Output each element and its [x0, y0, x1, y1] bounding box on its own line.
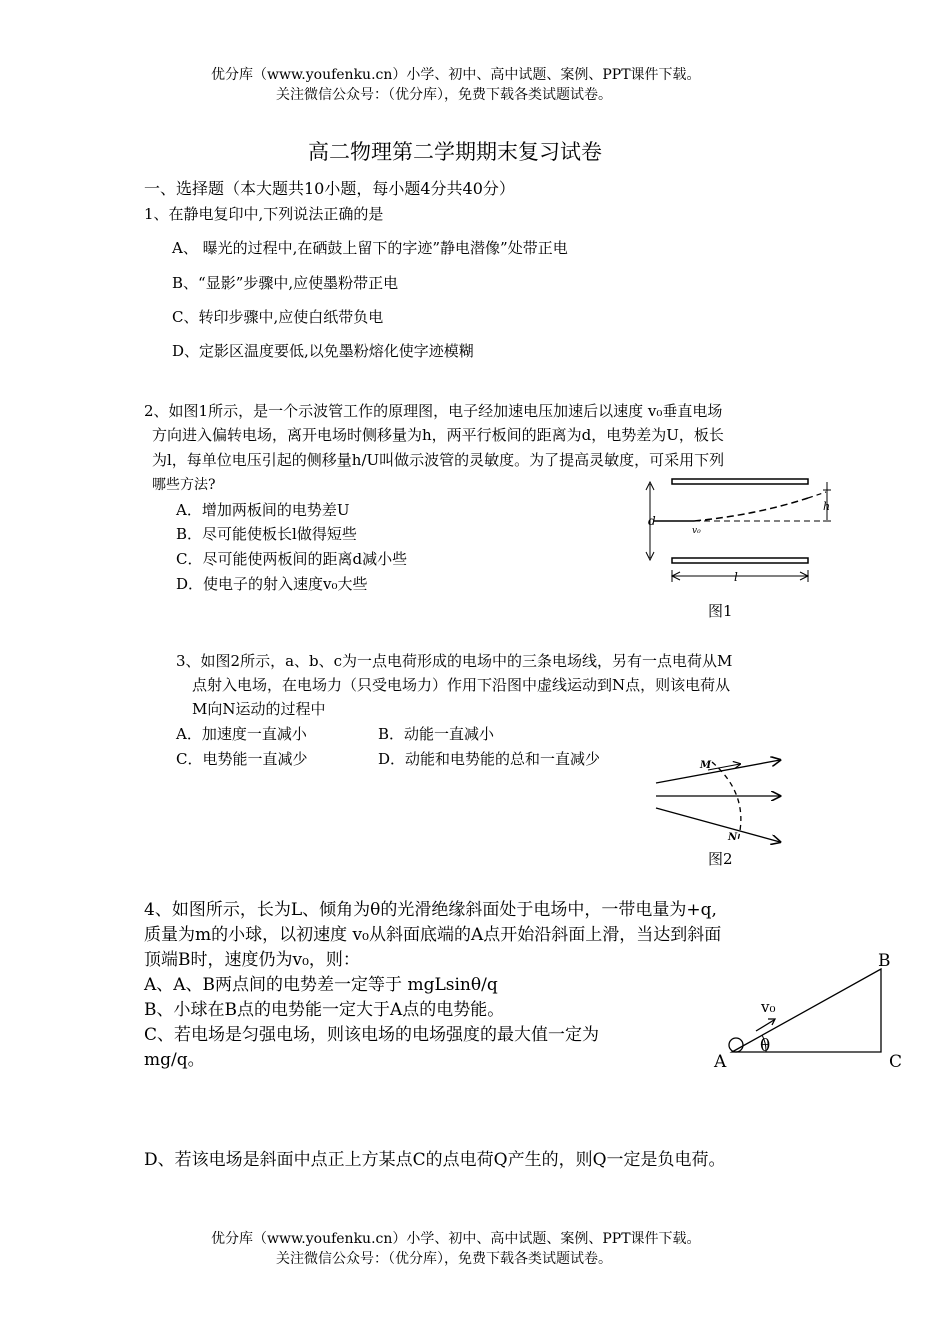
q1-option-a: A、 曝光的过程中,在硒鼓上留下的字迹”静电潜像”处带正电	[172, 239, 568, 257]
label-l: l	[734, 570, 738, 584]
q3-line-3: M向N运动的过程中	[192, 700, 326, 718]
label-B: B	[878, 951, 891, 971]
q4-option-d: D、若该电场是斜面中点正上方某点C的点电荷Q产生的，则Q一定是负电荷。	[144, 1150, 726, 1170]
incline-triangle	[732, 969, 881, 1052]
label-h: h	[823, 500, 831, 513]
q4-option-a: A、A、B两点间的电势差一定等于 mgLsinθ/q	[144, 975, 498, 995]
header-line-2: 关注微信公众号：（优分库），免费下载各类试题试卷。	[276, 87, 612, 103]
upper-plate	[672, 479, 808, 484]
q2-option-c: C．尽可能使两板间的距离d减小些	[176, 550, 408, 568]
q4-line-3: 顶端B时，速度仍为v₀，则：	[144, 950, 360, 970]
lower-plate	[672, 558, 808, 563]
q3-line-1: 3、如图2所示，a、b、c为一点电荷形成的电场中的三条电场线，另有一点电荷从M	[176, 652, 733, 670]
q1-option-b: B、“显影”步骤中,应使墨粉带正电	[172, 274, 399, 292]
section-heading: 一、选择题（本大题共10小题，每小题4分共40分）	[144, 179, 515, 198]
label-A: A	[714, 1052, 727, 1072]
q2-line-4: 哪些方法?	[152, 477, 216, 493]
electron-trajectory	[694, 498, 808, 521]
q4-line-2: 质量为m的小球，以初速度 v₀从斜面底端的A点开始沿斜面上滑，当达到斜面	[144, 925, 722, 945]
figure-incline	[708, 945, 908, 1079]
label-d: d	[648, 514, 656, 528]
q2-line-1: 2、如图1所示，是一个示波管工作的原理图，电子经加速电压加速后以速度 v₀垂直电场	[144, 402, 723, 420]
q3-option-d: D．动能和电势能的总和一直减少	[378, 750, 601, 768]
q3-line-2: 点射入电场，在电场力（只受电场力）作用下沿图中虚线运动到N点，则该电荷从	[192, 676, 731, 694]
q2-option-b: B．尽可能使板长l做得短些	[176, 525, 357, 543]
footer-line-2: 关注微信公众号：（优分库），免费下载各类试题试卷。	[276, 1251, 612, 1267]
figure-2	[650, 750, 790, 879]
figure-1	[636, 470, 836, 634]
label-N: N	[728, 832, 738, 843]
q1-stem: 1、在静电复印中,下列说法正确的是	[144, 205, 384, 223]
page-title: 高二物理第二学期期末复习试卷	[308, 140, 602, 164]
q1-option-c: C、转印步骤中,应使白纸带负电	[172, 308, 384, 326]
trajectory-dashed	[712, 762, 741, 840]
q3-option-b: B．动能一直减小	[378, 725, 495, 743]
figure-1-caption: 图1	[708, 602, 733, 620]
label-C: C	[889, 1052, 903, 1072]
q4-option-c-line-1: C、若电场是匀强电场，则该电场的电场强度的最大值一定为	[144, 1025, 600, 1045]
field-line-a	[656, 760, 780, 783]
label-theta: θ	[760, 1036, 771, 1056]
q2-option-a: A．增加两板间的电势差U	[176, 501, 350, 519]
label-v0: v₀	[692, 526, 701, 536]
q1-option-d: D、定影区温度要低,以免墨粉熔化使字迹模糊	[172, 342, 474, 360]
label-M: M	[700, 760, 712, 771]
q3-option-c: C．电势能一直减少	[176, 750, 308, 768]
header-line-1: 优分库（www.youfenku.cn）小学、初中、高中试题、案例、PPT课件下载。	[211, 67, 701, 83]
q4-option-c-line-2: mg/q。	[144, 1050, 205, 1070]
footer-line-1: 优分库（www.youfenku.cn）小学、初中、高中试题、案例、PPT课件下载。	[211, 1231, 701, 1247]
figure-2-caption: 图2	[708, 850, 733, 868]
label-v0-incline: v₀	[761, 998, 776, 1016]
q2-line-2: 方向进入偏转电场，离开电场时侧移量为h，两平行板间的距离为d，电势差为U，板长	[152, 426, 724, 444]
q4-line-1: 4、如图所示，长为L、倾角为θ的光滑绝缘斜面处于电场中，一带电量为+q,	[144, 900, 717, 920]
q3-option-a: A．加速度一直减小	[176, 725, 307, 743]
field-line-c	[656, 808, 780, 842]
q2-line-3: 为l，每单位电压引起的侧移量h/U叫做示波管的灵敏度。为了提高灵敏度，可采用下列	[152, 451, 725, 469]
q4-option-b: B、小球在B点的电势能一定大于A点的电势能。	[144, 1000, 505, 1020]
q2-option-d: D．使电子的射入速度v₀大些	[176, 575, 368, 593]
